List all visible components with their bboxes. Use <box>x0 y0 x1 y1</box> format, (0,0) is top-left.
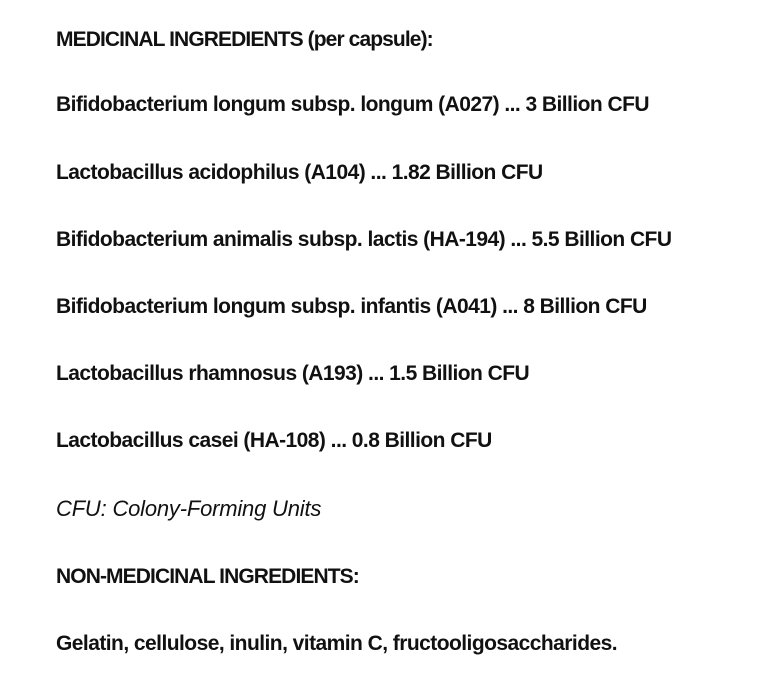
medicinal-ingredient-2: Lactobacillus acidophilus (A104) ... 1.82 Billion CFU <box>56 161 543 184</box>
medicinal-ingredients-heading: MEDICINAL INGREDIENTS (per capsule): <box>56 28 433 51</box>
medicinal-ingredient-6: Lactobacillus casei (HA-108) ... 0.8 Billion CFU <box>56 429 492 452</box>
non-medicinal-ingredients-list: Gelatin, cellulose, inulin, vitamin C, fructooligosaccharides. <box>56 632 618 655</box>
medicinal-ingredient-5: Lactobacillus rhamnosus (A193) ... 1.5 Billion CFU <box>56 362 530 385</box>
non-medicinal-ingredients-heading: NON-MEDICINAL INGREDIENTS: <box>56 565 359 588</box>
cfu-footnote: CFU: Colony-Forming Units <box>56 496 322 521</box>
medicinal-ingredient-3: Bifidobacterium animalis subsp. lactis (HA-194) ... 5.5 Billion CFU <box>56 228 672 251</box>
medicinal-ingredient-1: Bifidobacterium longum subsp. longum (A027) ... 3 Billion CFU <box>56 93 649 116</box>
medicinal-ingredient-4: Bifidobacterium longum subsp. infantis (A041) ... 8 Billion CFU <box>56 295 647 318</box>
